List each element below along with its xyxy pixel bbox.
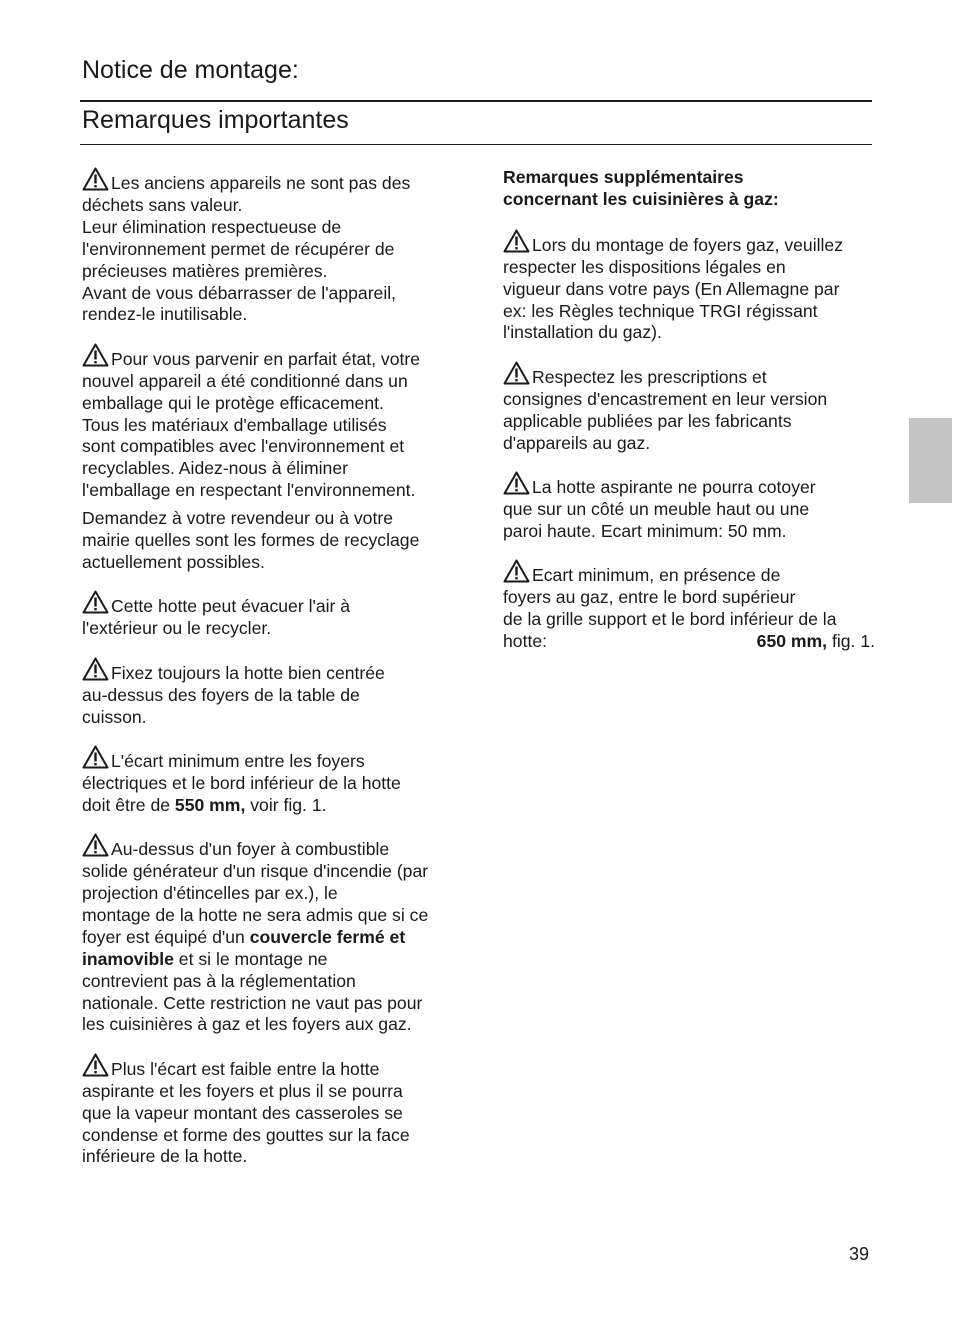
- section-title: Remarques importantes: [82, 106, 349, 134]
- warning-triangle-icon: [503, 559, 530, 583]
- warning-triangle-icon: [503, 229, 530, 253]
- left-column: [82, 167, 457, 1185]
- paragraph-recycling-info: Demandez à votre revendeur ou à votre mairie quelles sont les formes de recyclage actuellement possibles.: [82, 508, 420, 572]
- warning-triangle-icon: [82, 745, 109, 769]
- right-column: [503, 167, 875, 669]
- paragraph-gas-distance: Ecart minimum, en présence de foyers au gaz, entre le bord supérieur de la grille support et le bord inférieur de la hotte: 650 mm, fig. 1.: [503, 559, 875, 653]
- warning-triangle-icon: [82, 343, 109, 367]
- paragraph-manufacturer-instructions: Respectez les prescriptions et consignes d'encastrement en leur version applicable publiées par les fabricants d'appareils au gaz.: [503, 361, 875, 455]
- section-rule: [80, 144, 872, 145]
- paragraph-recycling: Les anciens appareils ne sont pas des déchets sans valeur. Leur élimination respectueuse de l'environnement permet de récupérer de précieuses matières premières. Avant de vous débarrasser de l'appareil, rendez-le inutilisable.: [82, 167, 457, 326]
- warning-triangle-icon: [82, 590, 109, 614]
- section-tab-marker: [909, 418, 952, 503]
- paragraph-centering: Fixez toujours la hotte bien centrée au-dessus des foyers de la table de cuisson.: [82, 657, 457, 729]
- warning-triangle-icon: [503, 361, 530, 385]
- warning-triangle-icon: [82, 1053, 109, 1077]
- page-number: 39: [849, 1244, 870, 1264]
- gas-notes-heading: Remarques supplémentaires concernant les cuisinières à gaz:: [503, 167, 779, 209]
- page-title: Notice de montage:: [82, 56, 299, 84]
- title-rule: [80, 100, 872, 102]
- paragraph-side-cabinet: La hotte aspirante ne pourra cotoyer que sur un côté un meuble haut ou une paroi haute. Ecart minimum: 50 mm.: [503, 471, 875, 543]
- paragraph-air-mode: Cette hotte peut évacuer l'air à l'extérieur ou le recycler.: [82, 590, 457, 640]
- gas-distance-line: hotte: 650 mm, fig. 1.: [503, 630, 875, 651]
- paragraph-packaging: Pour vous parvenir en parfait état, votre nouvel appareil a été conditionné dans un emballage qui le protège efficacement. Tous les matériaux d'emballage utilisés sont compatibles avec l'environnement et recyclables. Aidez-nous à éliminer l'emballage en respectant l'environnement.: [82, 343, 457, 502]
- warning-triangle-icon: [503, 471, 530, 495]
- paragraph-condensation: Plus l'écart est faible entre la hotte aspirante et les foyers et plus il se pourra que la vapeur montant des casseroles se condense et forme des gouttes sur la face inférieure de la hotte.: [82, 1053, 457, 1169]
- paragraph-gas-regulations: Lors du montage de foyers gaz, veuillez respecter les dispositions légales en vigueur dans votre pays (En Allemagne par ex: les Règles technique TRGI régissant l'installation du gaz).: [503, 229, 875, 345]
- paragraph-electric-distance: L'écart minimum entre les foyers électriques et le bord inférieur de la hotte doit être de 550 mm, voir fig. 1.: [82, 745, 457, 817]
- warning-triangle-icon: [82, 833, 109, 857]
- warning-triangle-icon: [82, 657, 109, 681]
- paragraph-solid-fuel: Au-dessus d'un foyer à combustible solide générateur d'un risque d'incendie (par projection d'étincelles par ex.), le montage de la hotte ne sera admis que si ce foyer est équipé d'un couvercle fermé et inamovible et si le montage ne contrevient pas à la réglementation nationale. Cette restriction ne vaut pas pour les cuisinières à gaz et les foyers aux gaz.: [82, 833, 457, 1036]
- warning-triangle-icon: [82, 167, 109, 191]
